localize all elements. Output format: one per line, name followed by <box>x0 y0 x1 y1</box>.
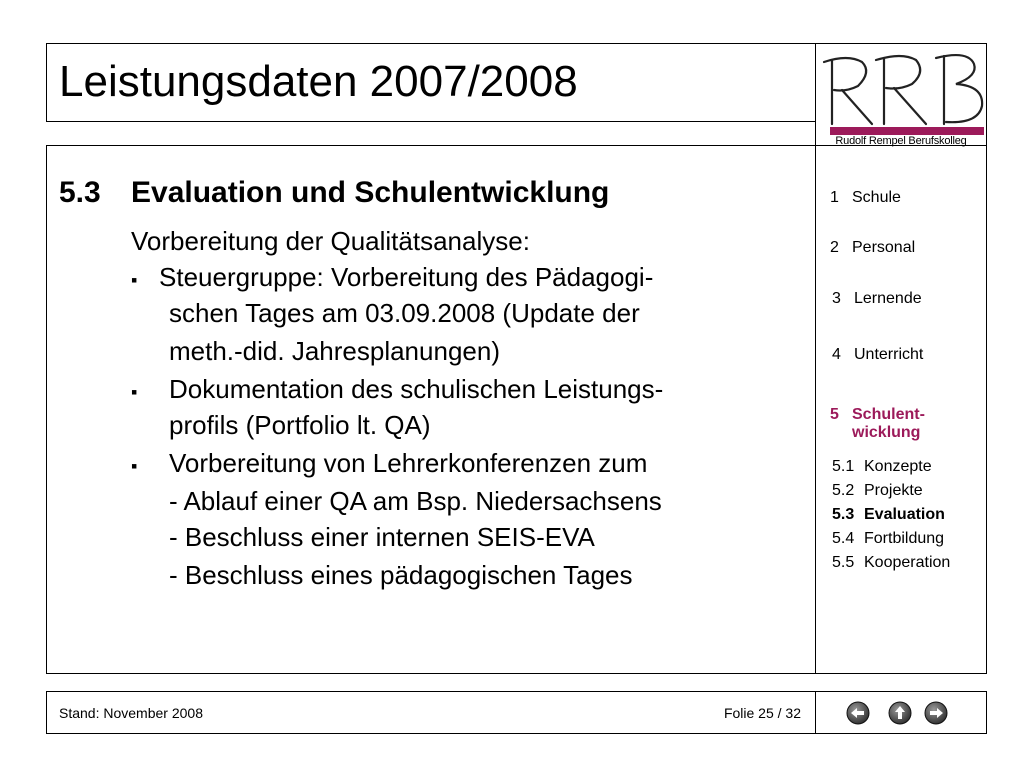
forward-arrow-icon[interactable] <box>924 701 948 725</box>
rrb-logo-icon <box>818 46 986 128</box>
section-number: 5.3 <box>59 176 101 209</box>
nav-item-number: 5 <box>830 406 839 423</box>
bullet-2-line-2: profils (Portfolio lt. QA) <box>169 410 431 440</box>
school-logo <box>815 43 987 146</box>
nav-subitem-fortbildung[interactable] <box>832 530 944 548</box>
bullet-2-line-1: Dokumentation des schulischen Leistungs- <box>169 374 664 404</box>
nav-item-label: Unterricht <box>854 346 924 363</box>
title-bar <box>46 43 816 122</box>
bullet-3-line-4: - Beschluss eines pädagogischen Tages <box>169 560 633 590</box>
nav-subitem-label: Evaluation <box>864 506 945 523</box>
slide-counter: Folie 25 / 32 <box>723 705 801 721</box>
nav-item-label: Schulent- <box>852 406 925 423</box>
nav-item-label: Schule <box>852 189 901 206</box>
bullet-1-line-1: Steuergruppe: Vorbereitung des Pädagogi- <box>159 262 654 292</box>
bullet-3-line-3: - Beschluss einer internen SEIS-EVA <box>169 522 595 552</box>
nav-subitem-number: 5.1 <box>832 458 855 475</box>
nav-subitem-kooperation[interactable] <box>832 554 950 572</box>
back-arrow-icon[interactable] <box>846 701 870 725</box>
bullet-1-line-3: meth.-did. Jahresplanungen) <box>169 336 500 366</box>
bullet-icon: ▪ <box>131 382 138 402</box>
footer <box>46 691 816 734</box>
bullet-icon: ▪ <box>131 270 138 290</box>
logo-caption: Rudolf Rempel Berufskolleg <box>835 135 967 147</box>
nav-item-personal[interactable] <box>830 239 915 257</box>
nav-subitem-number: 5.3 <box>832 506 855 523</box>
nav-subitem-label: Fortbildung <box>864 530 945 547</box>
content-area <box>46 145 816 674</box>
slide-navigation <box>815 691 987 734</box>
nav-item-schulentwicklung[interactable] <box>830 406 925 442</box>
nav-item-schule[interactable] <box>830 189 901 207</box>
nav-subitem-number: 5.4 <box>832 530 855 547</box>
footer-date: Stand: November 2008 <box>59 705 203 721</box>
nav-item-unterricht[interactable] <box>832 346 923 364</box>
bullet-3-line-2: - Ablauf einer QA am Bsp. Niedersachsens <box>169 486 662 516</box>
nav-item-number: 1 <box>830 189 839 206</box>
bullet-icon: ▪ <box>131 456 138 476</box>
nav-subitem-number: 5.2 <box>832 482 855 499</box>
section-title: Evaluation und Schulentwicklung <box>131 176 610 209</box>
page-title: Leistungsdaten 2007/2008 <box>59 57 578 106</box>
up-arrow-icon[interactable] <box>888 701 912 725</box>
nav-item-number: 4 <box>832 346 841 363</box>
nav-subitem-label: Konzepte <box>864 458 932 475</box>
nav-item-label: Personal <box>852 239 916 256</box>
nav-item-number: 2 <box>830 239 839 256</box>
nav-subitem-konzepte[interactable] <box>832 458 932 476</box>
nav-subitem-label: Projekte <box>864 482 923 499</box>
chapter-navigation <box>815 145 987 674</box>
bullet-1-line-2: schen Tages am 03.09.2008 (Update der <box>169 298 640 328</box>
nav-subitem-projekte[interactable] <box>832 482 923 500</box>
nav-item-label-line-2: wicklung <box>852 424 921 441</box>
nav-item-number: 3 <box>832 290 841 307</box>
nav-item-lernende[interactable] <box>832 290 922 308</box>
logo-accent-bar <box>830 127 984 135</box>
nav-subitem-evaluation[interactable] <box>832 506 945 524</box>
nav-subitem-number: 5.5 <box>832 554 855 571</box>
section-subtitle: Vorbereitung der Qualitätsanalyse: <box>131 226 530 256</box>
nav-item-label: Lernende <box>854 290 922 307</box>
bullet-3-line-1: Vorbereitung von Lehrerkonferenzen zum <box>169 448 648 478</box>
nav-subitem-label: Kooperation <box>864 554 951 571</box>
